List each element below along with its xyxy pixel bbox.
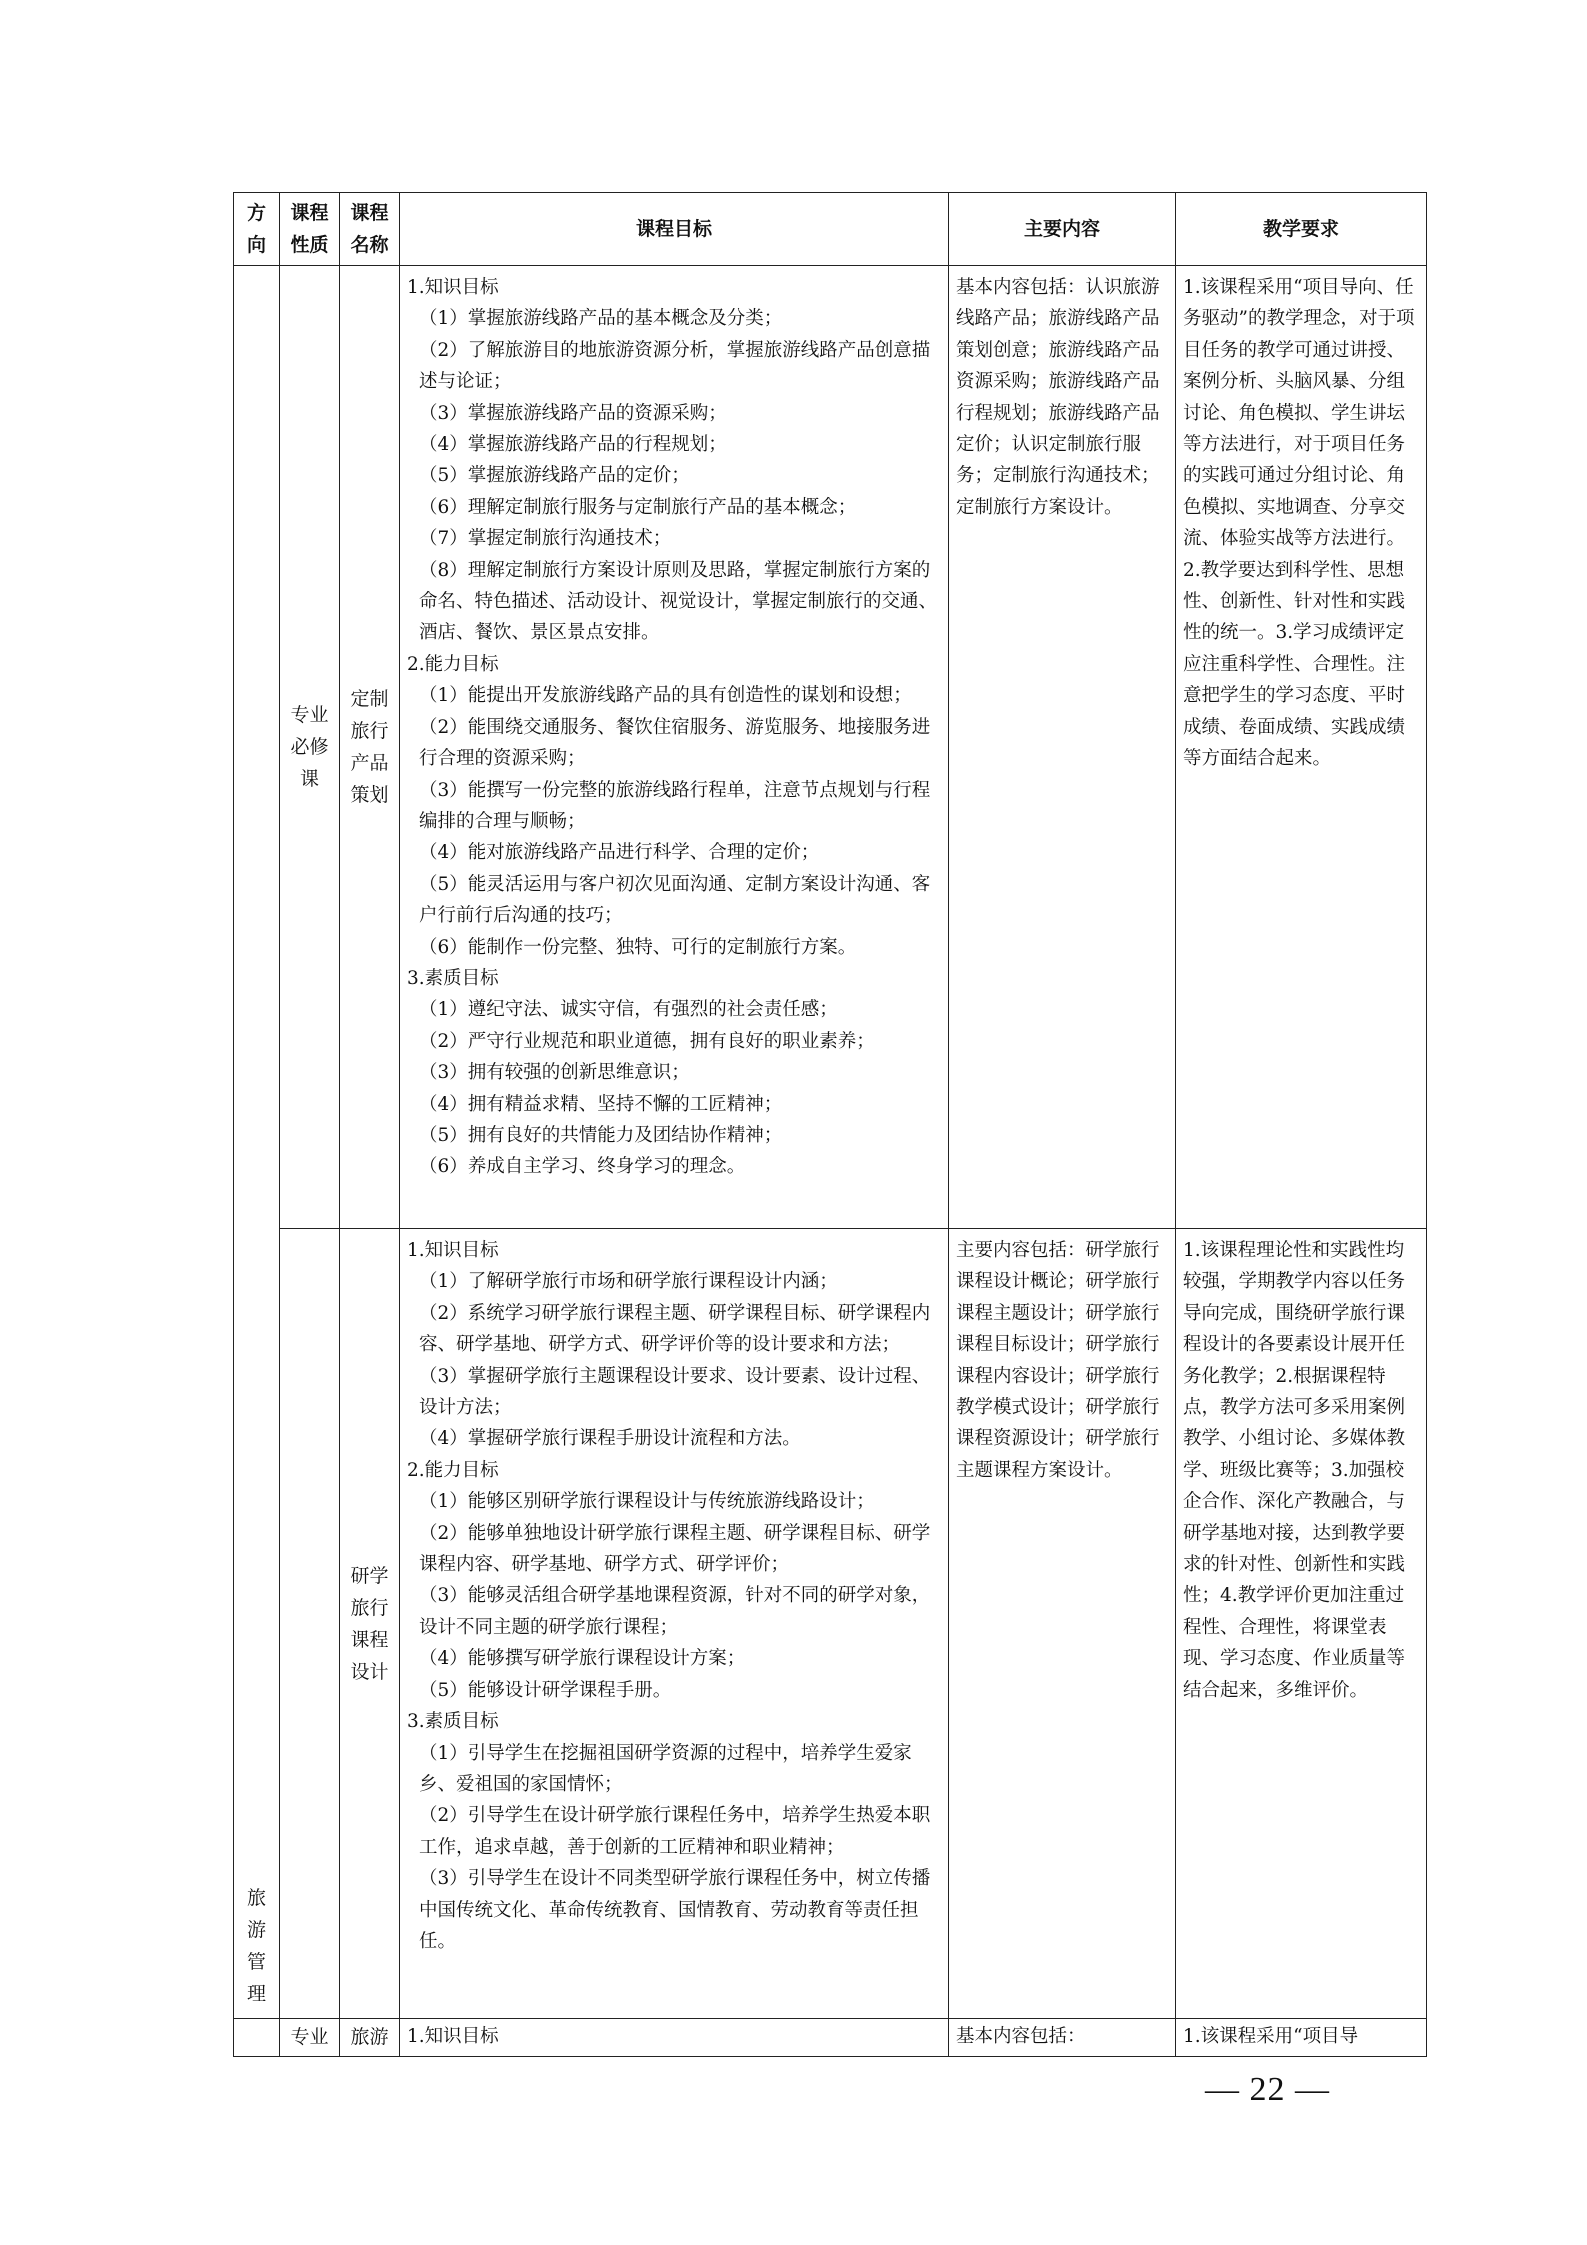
goal-line: （2）严守行业规范和职业道德，拥有良好的职业素养；: [419, 1030, 875, 1052]
goal-line: （6）养成自主学习、终身学习的理念。: [419, 1156, 746, 1178]
goal-line: （3）能撰写一份完整的旅游线路行程单，注意节点规划与行程编排的合理与顺畅；: [419, 779, 931, 832]
goal-line: （1）掌握旅游线路产品的基本概念及分类；: [419, 308, 783, 330]
header-goals: 课程目标: [400, 193, 949, 266]
goal-line: （2）能围绕交通服务、餐饮住宿服务、游览服务、地接服务进行合理的资源采购；: [419, 716, 931, 770]
goal-line: （2）引导学生在设计研学旅行课程任务中，培养学生热爱本职工作，追求卓越，善于创新的工匠精神和职业精神；: [419, 1805, 931, 1858]
requirements-text: 1.该课程理论性和实践性均较强，学期教学内容以任务导向完成，围绕研学旅行课程设计的各要素设计展开任务化教学；2.根据课程特点，教学方法可多采用案例教学、小组讨论、多媒体教学、班级比赛等；3.加强校企合作、深化产教融合，与研学基地对接，达到教学要求的针对性、创新性和实践性；4.教学评价更加注重过程性、合理性，将课堂表现、学习态度、作业质量等结合起来，多维评价。: [1183, 1240, 1406, 1701]
goals-cell: [400, 2019, 949, 2057]
goal-line: 2.能力目标: [407, 1459, 499, 1481]
goal-line: （3）引导学生在设计不同类型研学旅行课程任务中，树立传播中国传统文化、革命传统教育、国情教育、劳动教育等责任担任。: [419, 1868, 931, 1952]
content-cell: [949, 1229, 1176, 2019]
page-number: — 22 —: [1205, 2071, 1330, 2108]
content-text: 基本内容包括：认识旅游线路产品；旅游线路产品策划创意；旅游线路产品资源采购；旅游线路产品行程规划；旅游线路产品定价；认识定制旅行服务；定制旅行沟通技术；定制旅行方案设计。: [956, 277, 1160, 518]
goals-cell: [400, 266, 949, 1229]
direction-cell-continued: [234, 2019, 280, 2057]
goal-line: （8）理解定制旅行方案设计原则及思路，掌握定制旅行方案的命名、特色描述、活动设计、视觉设计，掌握定制旅行的交通、酒店、餐饮、景区景点安排。: [419, 559, 938, 644]
course-name-cell: 旅游: [340, 2019, 400, 2057]
goal-line: （5）拥有良好的共情能力及团结协作精神；: [419, 1124, 783, 1146]
goal-line: （1）遵纪守法、诚实守信，有强烈的社会责任感；: [419, 999, 838, 1021]
content-text: 基本内容包括：: [956, 2026, 1086, 2047]
nature-cell: 专业: [280, 2019, 340, 2057]
goal-line: （3）掌握研学旅行主题课程设计要求、设计要素、设计过程、设计方法；: [419, 1365, 931, 1419]
goal-line: （6）理解定制旅行服务与定制旅行产品的基本概念；: [419, 496, 857, 518]
direction-cell: 旅游管理: [234, 266, 280, 2019]
content-cell: [949, 266, 1176, 1229]
requirements-cell: [1176, 1229, 1427, 2019]
goal-line: （4）能对旅游线路产品进行科学、合理的定价；: [419, 842, 820, 864]
goal-line: （3）掌握旅游线路产品的资源采购；: [419, 402, 727, 424]
goal-line: （1）能够区别研学旅行课程设计与传统旅游线路设计；: [419, 1491, 875, 1513]
goal-line: （5）掌握旅游线路产品的定价；: [419, 465, 690, 487]
requirements-text: 1.该课程采用“项目导向、任务驱动”的教学理念，对于项目任务的教学可通过讲授、案例分析、头脑风暴、分组讨论、角色模拟、学生讲坛等方法进行，对于项目任务的实践可通过分组讨论、角色模拟、实地调查、分享交流、体验实战等方法进行。2.教学要达到科学性、思想性、创新性、针对性和实践性的统一。3.学习成绩评定应注重科学性、合理性。注意把学生的学习态度、平时成绩、卷面成绩、实践成绩等方面结合起来。: [1183, 277, 1415, 770]
table-row: [234, 266, 1427, 1229]
requirements-cell: [1176, 2019, 1427, 2057]
requirements-text: 1.该课程采用“项目导: [1183, 2026, 1359, 2047]
content-cell: [949, 2019, 1176, 2057]
course-table: [233, 192, 1427, 2057]
nature-cell: [280, 1229, 340, 2019]
goal-line: （2）能够单独地设计研学旅行课程主题、研学课程目标、研学课程内容、研学基地、研学方式、研学评价；: [419, 1522, 931, 1576]
goal-line: （1）引导学生在挖掘祖国研学资源的过程中，培养学生爱家乡、爱祖国的家国情怀；: [419, 1742, 912, 1795]
goal-line: （6）能制作一份完整、独特、可行的定制旅行方案。: [419, 936, 857, 958]
goal-line: （1）能提出开发旅游线路产品的具有创造性的谋划和设想；: [419, 685, 912, 707]
content-text: 主要内容包括：研学旅行课程设计概论；研学旅行课程主题设计；研学旅行课程目标设计；研学旅行课程内容设计；研学旅行教学模式设计；研学旅行课程资源设计；研学旅行主题课程方案设计。: [956, 1240, 1160, 1481]
nature-cell: 专业必修课: [280, 266, 340, 1229]
header-content: 主要内容: [949, 193, 1176, 266]
goal-line: 1.知识目标: [407, 1240, 499, 1261]
header-name: 课程名称: [340, 193, 400, 266]
goal-line: （2）系统学习研学旅行课程主题、研学课程目标、研学课程内容、研学基地、研学方式、研学评价等的设计要求和方法；: [419, 1302, 931, 1356]
goal-line: （4）掌握研学旅行课程手册设计流程和方法。: [419, 1428, 801, 1450]
goal-line: 1.知识目标: [407, 2026, 499, 2047]
requirements-cell: [1176, 266, 1427, 1229]
goal-line: （3）拥有较强的创新思维意识；: [419, 1062, 690, 1084]
goal-line: 1.知识目标: [407, 277, 499, 298]
course-name-cell: 定制旅行产品策划: [340, 266, 400, 1229]
goal-line: （2）了解旅游目的地旅游资源分析，掌握旅游线路产品创意描述与论证；: [419, 339, 931, 393]
header-row: [234, 193, 1427, 266]
goal-line: 3.素质目标: [407, 1711, 499, 1733]
goal-line: 2.能力目标: [407, 653, 499, 675]
header-requirements: 教学要求: [1176, 193, 1427, 266]
goal-line: （3）能够灵活组合研学基地课程资源，针对不同的研学对象，设计不同主题的研学旅行课程；: [419, 1585, 931, 1638]
goal-line: （4）拥有精益求精、坚持不懈的工匠精神；: [419, 1093, 783, 1115]
goal-line: （7）掌握定制旅行沟通技术；: [419, 528, 672, 550]
goal-line: （1）了解研学旅行市场和研学旅行课程设计内涵；: [419, 1271, 838, 1293]
goal-line: （4）掌握旅游线路产品的行程规划；: [419, 434, 727, 456]
course-name-cell: 研学旅行课程设计: [340, 1229, 400, 2019]
header-direction: 方向: [234, 193, 280, 266]
table-row: [234, 1229, 1427, 2019]
goal-line: （5）能够设计研学课程手册。: [419, 1679, 672, 1701]
table-row: [234, 2019, 1427, 2057]
goal-line: 3.素质目标: [407, 967, 499, 989]
header-nature: 课程性质: [280, 193, 340, 266]
goal-line: （5）能灵活运用与客户初次见面沟通、定制方案设计沟通、客户行前行后沟通的技巧；: [419, 873, 931, 927]
goal-line: （4）能够撰写研学旅行课程设计方案；: [419, 1648, 746, 1670]
goals-cell: [400, 1229, 949, 2019]
